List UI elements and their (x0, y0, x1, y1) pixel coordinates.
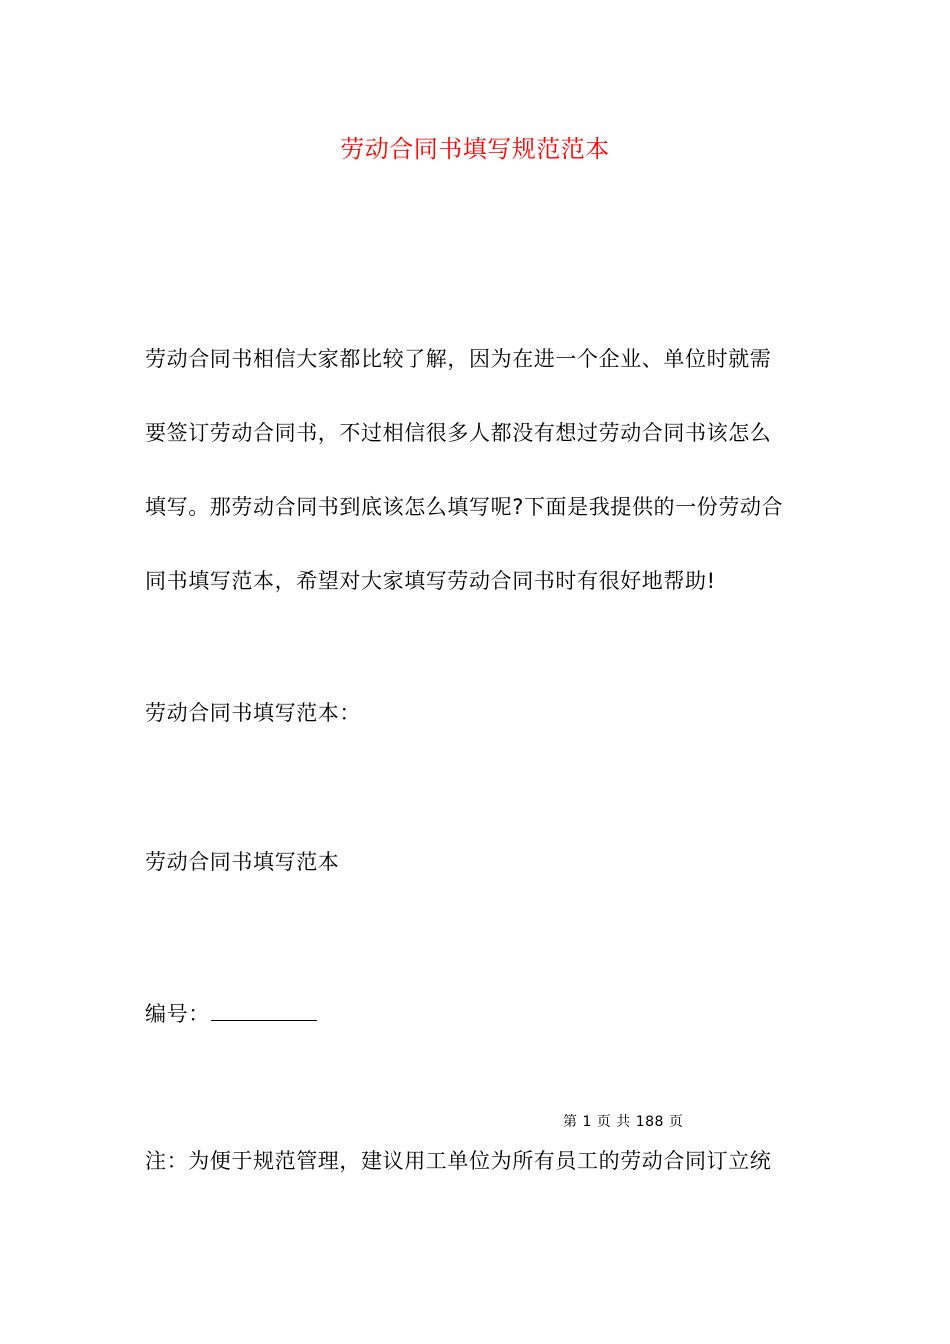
intro-line: 同书填写范本，希望对大家填写劳动合同书时有很好地帮助! (145, 569, 716, 593)
contract-number-label: 编号： (145, 1002, 210, 1026)
intro-paragraph (145, 322, 815, 618)
page-footer: 第 1 页 共 188 页 (563, 1114, 684, 1130)
intro-line: 劳动合同书相信大家都比较了解，因为在进一个企业、单位时就需 (145, 347, 772, 371)
contract-number-blank (211, 996, 317, 1021)
section-heading: 劳动合同书填写范本： (145, 701, 361, 725)
document-title: 劳动合同书填写规范范本 (340, 135, 610, 163)
form-title: 劳动合同书填写范本 (145, 850, 340, 874)
note-line: 注：为便于规范管理，建议用工单位为所有员工的劳动合同订立统 (145, 1149, 772, 1173)
contract-number-row (145, 996, 317, 1030)
intro-line: 要签订劳动合同书，不过相信很多人都没有想过劳动合同书该怎么 (145, 421, 772, 445)
intro-line: 填写。那劳动合同书到底该怎么填写呢?下面是我提供的一份劳动合 (145, 495, 784, 519)
